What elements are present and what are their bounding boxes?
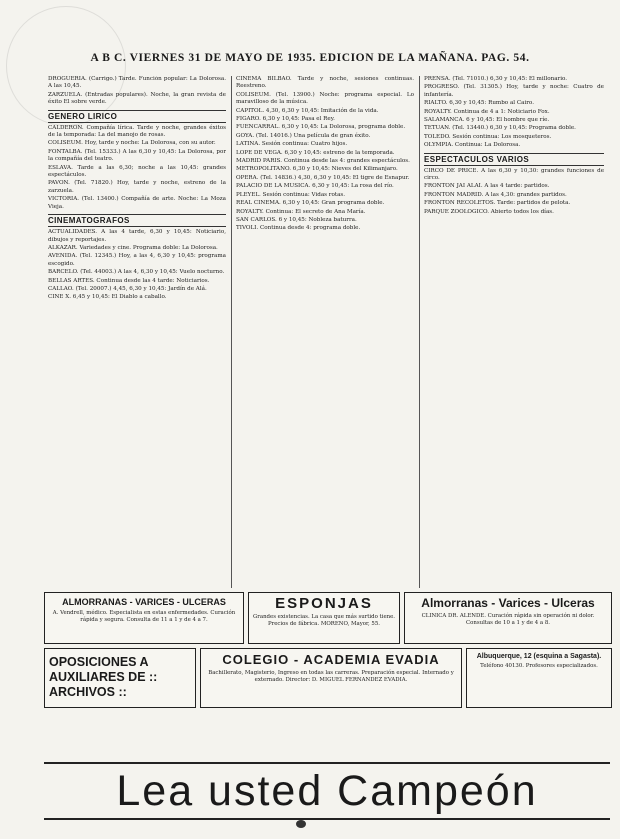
listing-entry: CINEMA BILBAO. Tarde y noche, sesiones continuas. Reestreno. bbox=[236, 76, 414, 90]
listing-entry: PROGRESO. (Tel. 31305.) Hoy, tarde y noche: Cuatro de infantería. bbox=[424, 84, 604, 98]
listing-entry: ACTUALIDADES. A las 4 tarde, 6,30 y 10,45: Noticiario, dibujos y reportajes. bbox=[48, 229, 226, 243]
listing-entry: CIRCO DE PRICE. A las 6,30 y 10,30: grandes funciones de circo. bbox=[424, 167, 604, 182]
listing-entry: MADRID PARIS. Continua desde las 4: grandes espectáculos. bbox=[236, 158, 410, 165]
listing-entry: ROYALTY. Continua: El secreto de Ana María. bbox=[236, 208, 366, 215]
column-3 bbox=[424, 76, 604, 588]
listing-entry: FIGARO. 6,30 y 10,45: Pasa el Rey. bbox=[236, 116, 335, 123]
listing-entry: ALKAZAR. Variedades y cine. Programa doble: La Dolorosa. bbox=[48, 244, 218, 251]
ad-title: OPOSICIONES A AUXILIARES DE :: ARCHIVOS :: bbox=[49, 655, 158, 699]
ad-title: ALMORRANAS - VARICES - ULCERAS bbox=[62, 597, 226, 607]
section-heading: GENERO LIRICO bbox=[48, 110, 226, 123]
listing-entry: FRONTON MADRID. A las 4,30: grandes partidos. bbox=[424, 191, 567, 198]
listing-entry: CALLAO. (Tel. 20007.) 4,45, 6,30 y 10,45: Jardín de Alá. bbox=[48, 285, 207, 292]
listing-entry: TETUAN. (Tel. 13440.) 6,30 y 10,45: Programa doble. bbox=[424, 125, 576, 132]
ad-almorranas-2 bbox=[404, 592, 612, 644]
listing-entry: FRONTON JAI ALAI. A las 4 tarde: partidos. bbox=[424, 183, 550, 190]
listing-entry: BARCELO. (Tel. 44003.) A las 4, 6,30 y 10,45: Vuelo nocturno. bbox=[48, 269, 225, 276]
listing-entry: VICTORIA. (Tel. 13400.) Compañía de arte. Noche: La Moza Vieja. bbox=[48, 196, 226, 210]
listing-entry: ESLAVA. Tarde a las 6,30; noche a las 10,45: grandes espectáculos. bbox=[48, 164, 226, 179]
campeon-banner-ad: Lea usted Campeón bbox=[44, 762, 610, 820]
listing-entry: TIVOLI. Continua desde 4: programa doble. bbox=[236, 225, 361, 232]
ad-text: CLINICA DR. ALENDE. Curación rápida sin operación ni dolor. Consultas de 10 a 1 y de 4 a 8. bbox=[421, 613, 595, 626]
listing-entry: FONTALBA. (Tel. 15333.) A las 6,30 y 10,45: La Dolorosa, por la compañía del teatro. bbox=[48, 148, 226, 163]
listing-entry: LATINA. Sesión continua: Cuatro hijos. bbox=[236, 141, 348, 148]
page-ornament bbox=[296, 820, 306, 828]
listing-entry: DROGUERIA. (Carrigo.) Tarde. Función popular: La Dolorosa. A las 10,45. bbox=[48, 76, 226, 90]
listing-entry: OLYMPIA. Continua: La Dolorosa. bbox=[424, 142, 521, 149]
listing-entry: REAL CINEMA. 6,30 y 10,45: Gran programa doble. bbox=[236, 200, 385, 207]
listing-entry: PRENSA. (Tel. 71010.) 6,30 y 10,45: El millonario. bbox=[424, 76, 568, 82]
ad-title: Almorranas - Varices - Ulceras bbox=[421, 596, 595, 610]
ad-albuquerque bbox=[466, 648, 612, 708]
listing-entry: PLEYEL. Sesión continua: Vidas rotas. bbox=[236, 191, 346, 198]
listing-entry: TOLEDO. Sesión continua: Los mosqueteros. bbox=[424, 133, 552, 140]
listing-entry: FRONTON RECOLETOS. Tarde: partidos de pelota. bbox=[424, 200, 571, 207]
listing-entry: CAPITOL. 4,30, 6,30 y 10,45: Imitación de la vida. bbox=[236, 107, 379, 114]
ad-title: Albuquerque, 12 (esquina a Sagasta). bbox=[476, 653, 602, 660]
listing-entry: METROPOLITANO. 6,30 y 10,45: Nieves del Kilimanjaro. bbox=[236, 166, 398, 173]
listing-entry: LOPE DE VEGA. 6,30 y 10,45: estreno de la temporada. bbox=[236, 149, 395, 156]
listing-entry: COLISEUM. (Tel. 13900.) Noche: programa especial. Lo maravilloso de la música. bbox=[236, 91, 414, 106]
ad-esponjas bbox=[248, 592, 400, 644]
listing-entry: OPERA. (Tel. 14836.) 4,30, 6,30 y 10,45: El tigre de Esnapur. bbox=[236, 174, 410, 181]
listing-entry: GOYA. (Tel. 14016.) Una película de gran éxito. bbox=[236, 132, 371, 139]
ad-text: Bachillerato, Magisterio, Ingreso en todas las carreras. Preparación especial. Internado y externado. Director: D. MIGUEL FERNANDEZ EVADIA. bbox=[208, 670, 454, 683]
listing-entry: ROYALTY. Continua de 4 a 1: Noticiario Fox. bbox=[424, 108, 550, 115]
ad-colegio bbox=[200, 648, 462, 708]
ad-title: COLEGIO - ACADEMIA EVADIA bbox=[222, 652, 440, 667]
listings-columns bbox=[48, 76, 604, 588]
listing-entry: ZARZUELA. (Entradas populares). Noche, la gran revista de éxito El sobre verde. bbox=[48, 91, 226, 106]
section-heading: CINEMATOGRAFOS bbox=[48, 214, 226, 227]
listing-entry: SAN CARLOS. 6 y 10,45: Nobleza baturra. bbox=[236, 216, 357, 223]
listing-entry: COLISEUM. Hoy, tarde y noche: La Dolorosa, con su autor. bbox=[48, 140, 216, 147]
page-header: A B C. VIERNES 31 DE MAYO DE 1935. EDICION DE LA MAÑANA. PAG. 54. bbox=[90, 52, 530, 64]
listing-entry: BELLAS ARTES. Continua desde las 4 tarde: Noticiarios. bbox=[48, 277, 210, 284]
listing-entry: AVENIDA. (Tel. 12345.) Hoy, a las 4, 6,30 y 10,45: programa escogido. bbox=[48, 253, 226, 267]
ad-almorranas-1 bbox=[44, 592, 244, 644]
column-divider bbox=[231, 76, 232, 588]
listing-entry: CINE X. 6,45 y 10,45: El Diablo a caballo. bbox=[48, 294, 167, 301]
ad-text: A. Vendrell, médico. Especialista en estas enfermedades. Curación rápida y segura. Consulta de 11 a 1 y de 4 a 7. bbox=[52, 610, 236, 623]
ad-title: ESPONJAS bbox=[275, 595, 373, 612]
listing-entry: CALDERON. Compañía lírica. Tarde y noche, grandes éxitos de la temporada: La del manojo de rosas. bbox=[48, 124, 226, 139]
listing-entry: PAVON. (Tel. 71820.) Hoy, tarde y noche, estreno de la zarzuela. bbox=[48, 180, 226, 194]
listing-entry: PALACIO DE LA MUSICA. 6,30 y 10,45: La rosa del río. bbox=[236, 183, 394, 190]
ad-oposiciones bbox=[44, 648, 196, 708]
listing-entry: PARQUE ZOOLOGICO. Abierto todos los días. bbox=[424, 208, 554, 215]
ad-text: Grandes existencias. La casa que más surtido tiene. Precios de fábrica. MORENO, Mayor, 55. bbox=[252, 614, 396, 627]
listing-entry: FUENCARRAL. 6,30 y 10,45: La Dolorosa, programa doble. bbox=[236, 124, 406, 131]
column-2 bbox=[236, 76, 414, 588]
listing-entry: SALAMANCA. 6 y 10,45: El hombre que ríe. bbox=[424, 117, 550, 124]
column-1 bbox=[48, 76, 226, 588]
section-heading: ESPECTACULOS VARIOS bbox=[424, 153, 604, 166]
listing-entry: RIALTO. 6,30 y 10,45: Rumbo al Cairo. bbox=[424, 100, 534, 107]
ad-text: Teléfono 40130. Profesores especializados. bbox=[480, 663, 598, 669]
column-divider bbox=[419, 76, 420, 588]
